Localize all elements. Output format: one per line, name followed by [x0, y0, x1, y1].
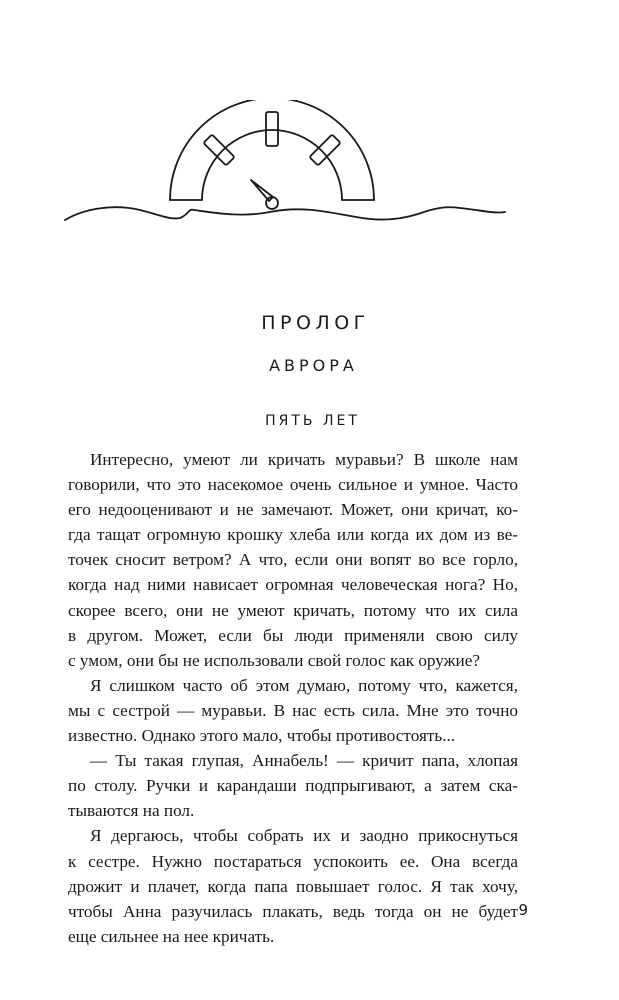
text-line: когда над ними нависает огромная человеческая нога? Но, [68, 575, 518, 595]
text-line: точек сносит ветром? А что, если они вопят во все горло, [68, 550, 518, 570]
page-number: 9 [518, 901, 528, 919]
text-line: с умом, они бы не использовали свой голос как оружие? [68, 650, 480, 670]
text-line: чтобы Анна разучилась плакать, ведь тогда он не будет [68, 901, 518, 921]
time-marker: ПЯТЬ ЛЕТ [265, 413, 360, 429]
text-line: Я дергаюсь, чтобы собрать их и заодно прикоснуться [90, 826, 518, 846]
text-line: гда тащат огромную крошку хлеба или когда их дом из ве- [68, 525, 518, 545]
text-line: говорили, что это насекомое очень сильное и умное. Часто [68, 475, 518, 495]
text-line: его недооценивают и не замечают. Может, они кричат, ко- [68, 500, 518, 520]
text-line: по столу. Ручки и карандаши подпрыгивают, а затем ска- [68, 776, 518, 796]
text-line: дрожит и плачет, когда папа повышает голос. Я так хочу, [68, 876, 518, 896]
text-line: — Ты такая глупая, Аннабель! — кричит папа, хлопая [90, 751, 518, 771]
gauge-ornament-icon [60, 100, 510, 235]
text-line: Я слишком часто об этом думаю, потому что, кажется, [90, 675, 518, 695]
text-line: мы с сестрой — муравьи. В нас есть сила. Мне это точно [68, 700, 518, 720]
text-line: к сестре. Нужно постараться успокоить ее. Она всегда [68, 851, 518, 871]
text-line: тываются на пол. [68, 801, 195, 821]
text-line: известно. Однако этого мало, чтобы противостоять... [68, 726, 456, 746]
prologue-title: ПРОЛОГ [261, 312, 370, 334]
text-line: скорее всего, они не умеют кричать, потому что их сила [68, 600, 518, 620]
text-line: в другом. Может, если бы люди применяли свою силу [68, 625, 518, 645]
chapter-name: АВРОРА [269, 356, 358, 375]
body-text [68, 447, 518, 949]
text-line: Интересно, умеют ли кричать муравьи? В школе нам [90, 450, 518, 469]
text-line: еще сильнее на нее кричать. [68, 926, 275, 946]
